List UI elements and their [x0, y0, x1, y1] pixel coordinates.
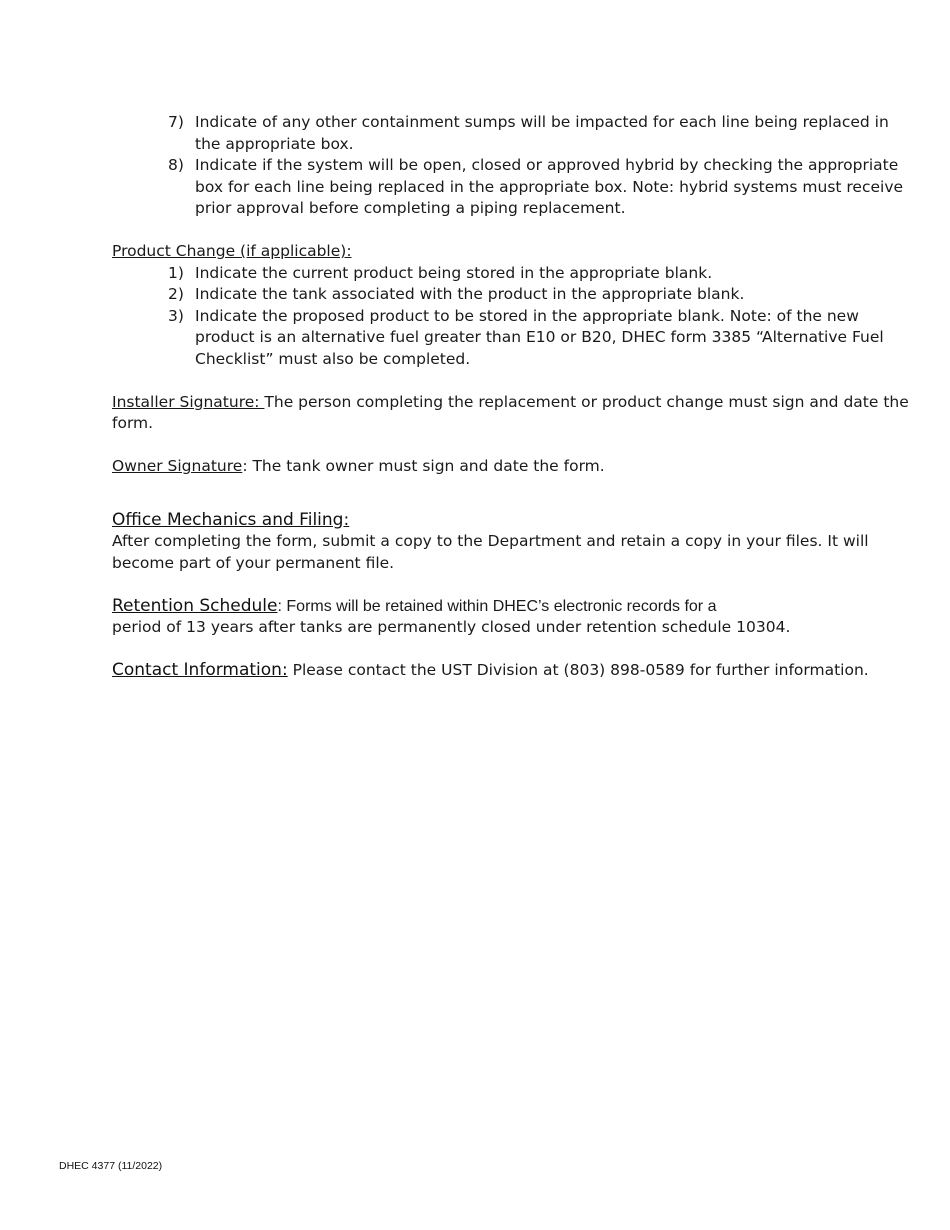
owner-signature-text: : The tank owner must sign and date the form.: [242, 457, 605, 475]
list-number: 8): [168, 156, 184, 174]
installer-signature-paragraph: [112, 392, 912, 435]
product-change-list: [112, 263, 912, 371]
owner-signature-paragraph: [112, 456, 912, 478]
instructions-page: [112, 112, 912, 682]
contact-heading: Contact Information:: [112, 660, 288, 680]
list-item: [112, 263, 912, 285]
list-number: 3): [168, 306, 184, 325]
list-text: Indicate if the system will be open, closed or approved hybrid by checking the appropriate box for each line being replaced in the appropriate box. Note: hybrid systems must receive prior approval before completing a piping replacement.: [195, 156, 904, 217]
installer-signature-text: The person completing the replacement or product change must sign and date the form.: [112, 392, 909, 432]
list-item: [112, 155, 912, 220]
list-number: 2): [168, 285, 184, 303]
list-number: 1): [168, 263, 184, 282]
contact-text: Please contact the UST Division at (803) 898-0589 for further information.: [287, 661, 869, 679]
retention-heading: Retention Schedule: [112, 595, 278, 616]
owner-signature-label: Owner Signature: [112, 457, 243, 475]
list-item: [112, 306, 912, 371]
list-text: Indicate the current product being stored in the appropriate blank.: [195, 263, 713, 282]
list-text: Indicate the proposed product to be stored in the appropriate blank. Note: of the new product is an alternative fuel greater than E10 or B20, DHEC form 3385 “Alternative Fuel Checklist” must also be completed.: [195, 306, 884, 368]
retention-text-b: period of 13 years after tanks are permanently closed under retention schedule 10304.: [112, 618, 791, 636]
retention-paragraph: [112, 596, 912, 639]
retention-text-a: : Forms will be retained within DHEC’s electronic records for a: [277, 597, 717, 615]
contact-paragraph: [112, 660, 912, 682]
product-change-heading: Product Change (if applicable):: [112, 242, 352, 260]
list-item: [112, 112, 912, 155]
office-mechanics-heading: Office Mechanics and Filing:: [112, 509, 350, 530]
list-text: Indicate of any other containment sumps will be impacted for each line being replaced in the appropriate box.: [195, 113, 889, 153]
list-text: Indicate the tank associated with the product in the appropriate blank.: [195, 285, 745, 303]
list-item: [112, 284, 912, 306]
office-mechanics-text: After completing the form, submit a copy to the Department and retain a copy in your files. It will become part of your permanent file.: [112, 532, 869, 572]
form-number-footer: DHEC 4377 (11/2022): [59, 1160, 163, 1172]
list-number: 7): [168, 113, 184, 131]
instructions-list-continued: [112, 112, 912, 220]
installer-signature-label: Installer Signature:: [112, 392, 265, 411]
